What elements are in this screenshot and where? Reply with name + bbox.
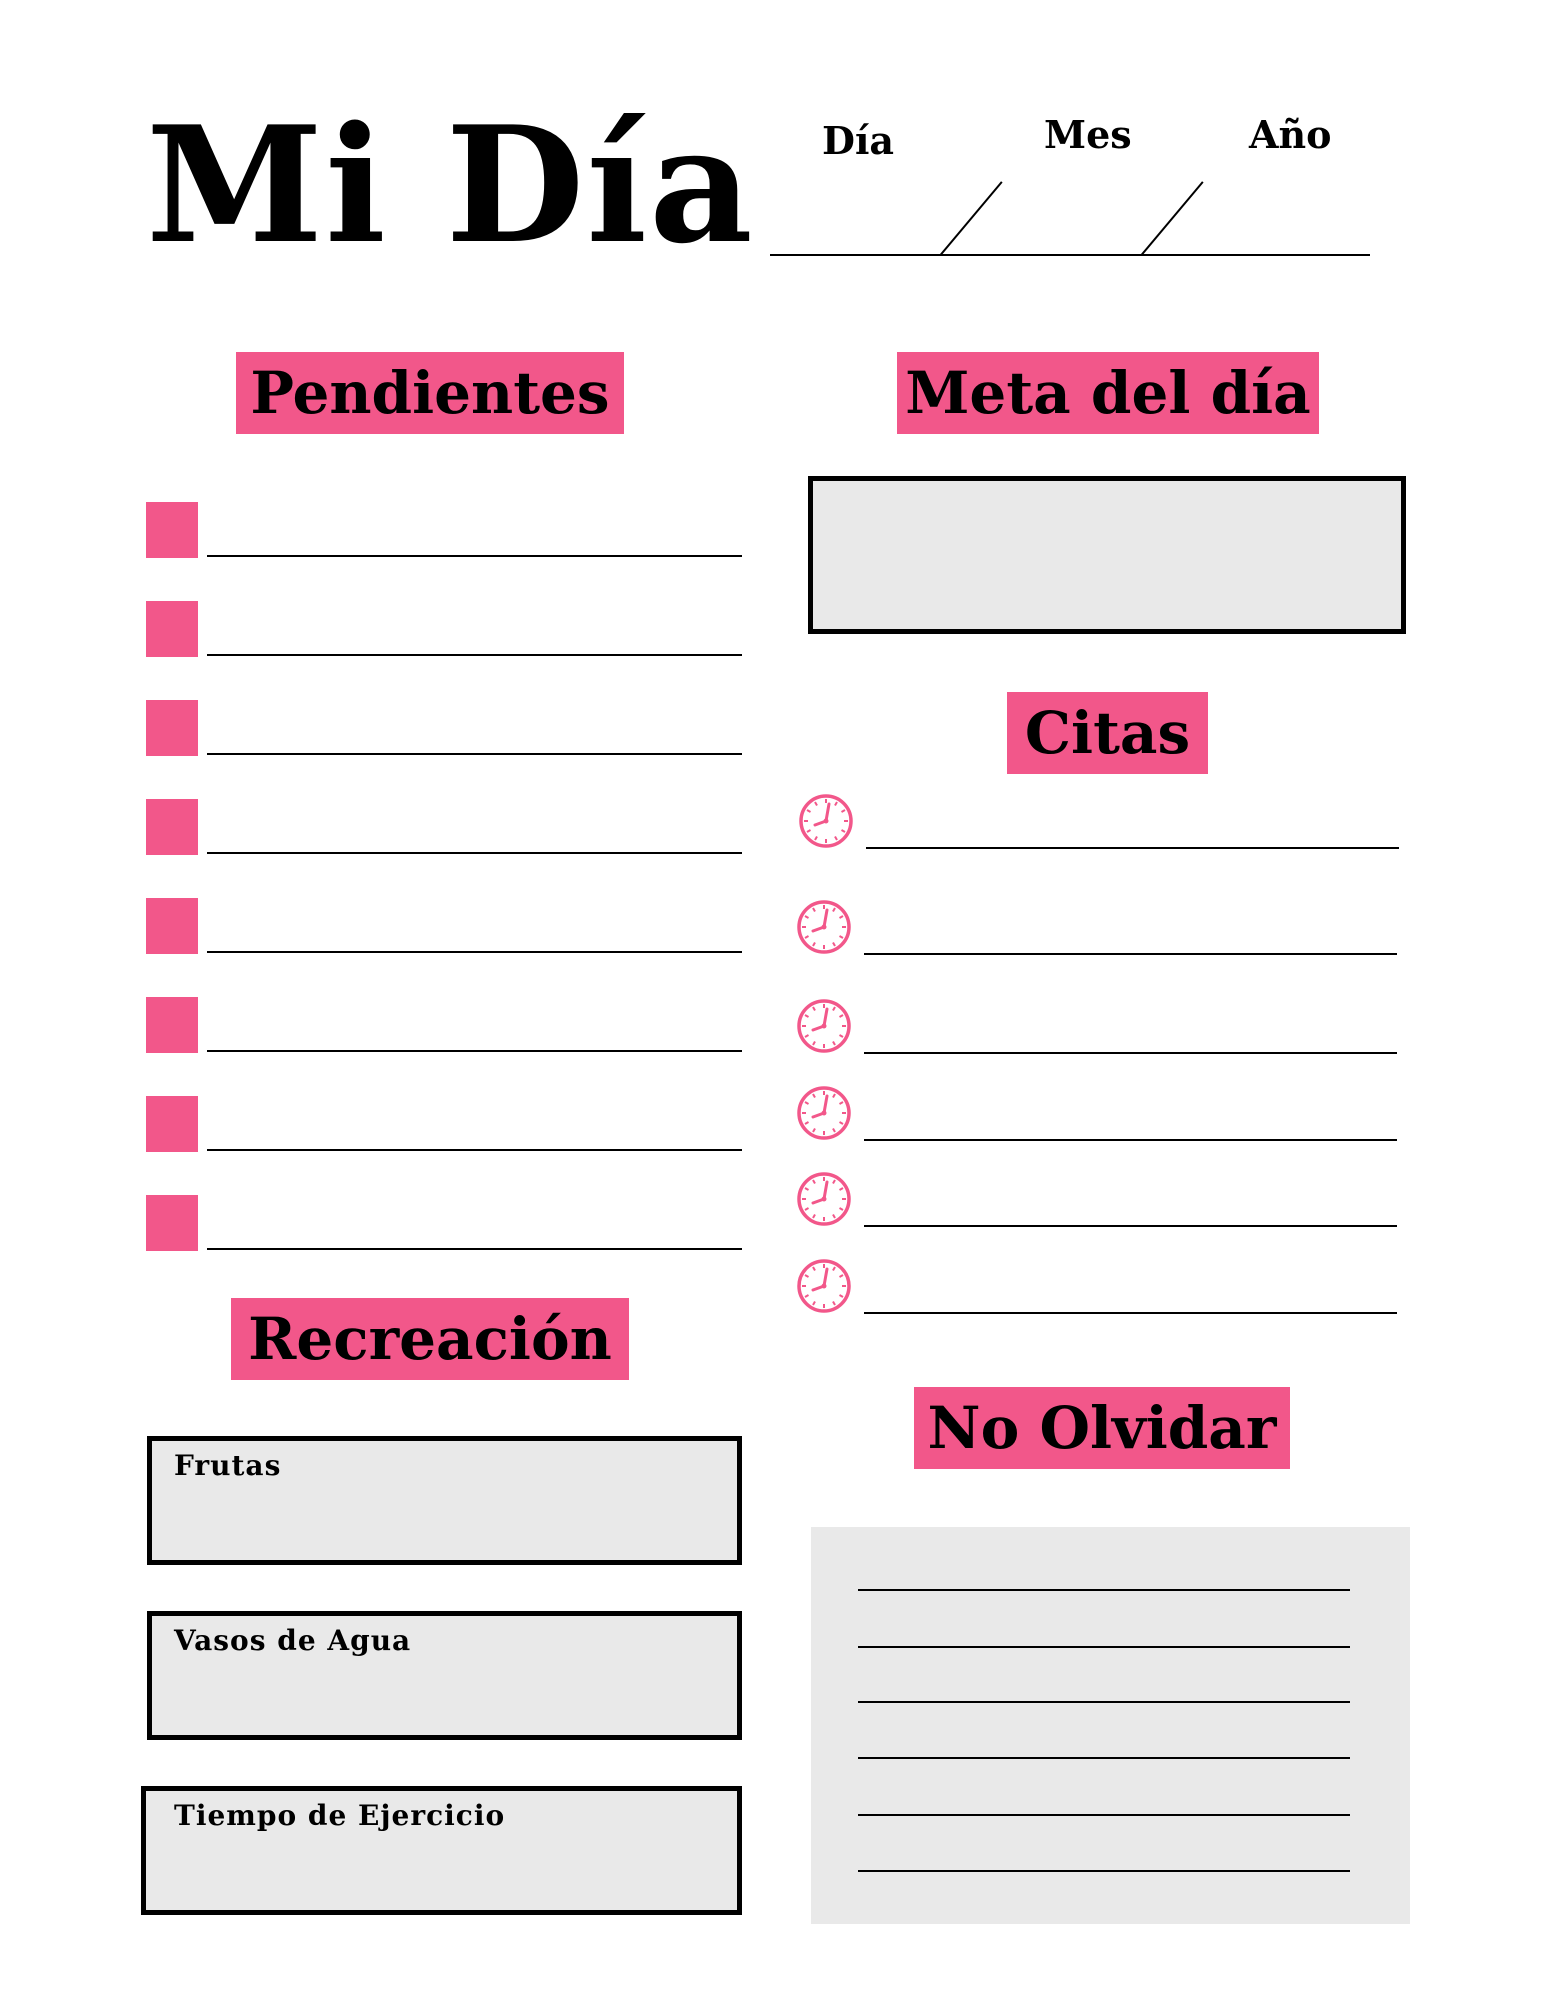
todo-title: Pendientes [250, 359, 610, 427]
todo-checkbox[interactable] [146, 1096, 198, 1152]
clock-icon [798, 793, 854, 849]
goal-box[interactable] [808, 476, 1406, 634]
appointment-line[interactable] [864, 1225, 1397, 1227]
date-separator [940, 181, 1003, 255]
clock-icon [796, 998, 852, 1054]
page-title: Mi Día [146, 91, 755, 279]
clock-icon [796, 1171, 852, 1227]
appointment-line[interactable] [866, 847, 1399, 849]
reminder-line[interactable] [858, 1646, 1350, 1648]
fruits-box[interactable] [147, 1436, 742, 1565]
todo-line[interactable] [207, 852, 742, 854]
exercise-label: Tiempo de Ejercicio [174, 1799, 506, 1832]
recreation-title: Recreación [248, 1305, 612, 1373]
month-label: Mes [1044, 112, 1132, 157]
reminders-header [914, 1387, 1290, 1469]
goal-title: Meta del día [905, 359, 1311, 427]
todo-line[interactable] [207, 555, 742, 557]
todo-line[interactable] [207, 1149, 742, 1151]
todo-checkbox[interactable] [146, 601, 198, 657]
reminder-line[interactable] [858, 1757, 1350, 1759]
reminder-line[interactable] [858, 1701, 1350, 1703]
appointment-line[interactable] [864, 1052, 1397, 1054]
todo-checkbox[interactable] [146, 502, 198, 558]
todo-checkbox[interactable] [146, 1195, 198, 1251]
reminder-line[interactable] [858, 1814, 1350, 1816]
exercise-box[interactable] [141, 1786, 742, 1915]
todo-line[interactable] [207, 1050, 742, 1052]
year-label: Año [1249, 112, 1332, 157]
reminders-panel [811, 1527, 1410, 1924]
reminder-line[interactable] [858, 1589, 1350, 1591]
todo-line[interactable] [207, 654, 742, 656]
reminder-line[interactable] [858, 1870, 1350, 1872]
fruits-label: Frutas [174, 1449, 282, 1482]
todo-line[interactable] [207, 951, 742, 953]
todo-checkbox[interactable] [146, 700, 198, 756]
appointment-line[interactable] [864, 953, 1397, 955]
water-box[interactable] [147, 1611, 742, 1740]
clock-icon [796, 1258, 852, 1314]
day-label: Día [822, 118, 895, 163]
todo-line[interactable] [207, 1248, 742, 1250]
todo-header [236, 352, 624, 434]
todo-line[interactable] [207, 753, 742, 755]
reminders-title: No Olvidar [927, 1394, 1277, 1462]
goal-header [897, 352, 1319, 434]
appointment-line[interactable] [864, 1312, 1397, 1314]
todo-checkbox[interactable] [146, 997, 198, 1053]
water-label: Vasos de Agua [174, 1624, 412, 1657]
todo-checkbox[interactable] [146, 799, 198, 855]
appointments-title: Citas [1024, 699, 1191, 767]
todo-checkbox[interactable] [146, 898, 198, 954]
date-line[interactable] [770, 254, 1370, 256]
appointment-line[interactable] [864, 1139, 1397, 1141]
recreation-header [231, 1298, 629, 1380]
date-separator [1141, 181, 1204, 255]
clock-icon [796, 899, 852, 955]
appointments-header [1007, 692, 1208, 774]
clock-icon [796, 1085, 852, 1141]
